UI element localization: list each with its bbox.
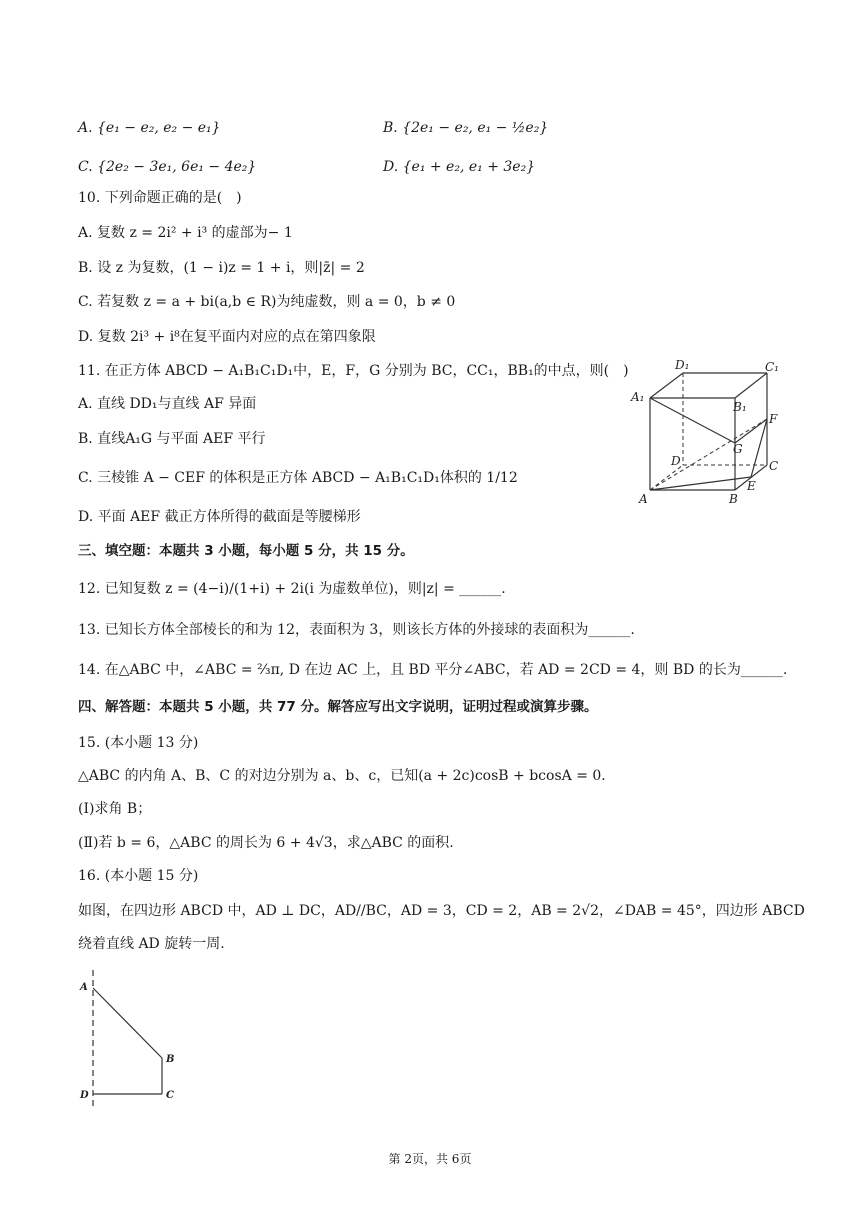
q11-option-b: B. 直线A₁G 与平面 AEF 平行 [78, 431, 266, 447]
cube-label-a: A [639, 492, 648, 506]
q11-option-a: A. 直线 DD₁与直线 AF 异面 [78, 396, 257, 412]
q12: 12. 已知复数 z = (4−i)/(1+i) + 2i(i 为虚数单位)，则|z| = ______. [78, 581, 506, 597]
q16-line-2: 绕着直线 AD 旋转一周. [78, 936, 225, 952]
q15-text: △ABC 的内角 A、B、C 的对边分别为 a、b、c，已知(a + 2c)cosB + bcosA = 0. [78, 768, 606, 784]
section-3-heading: 三、填空题：本题共 3 小题，每小题 5 分，共 15 分。 [78, 543, 414, 559]
cube-label-a1: A₁ [631, 390, 645, 404]
cube-label-d: D [671, 454, 681, 468]
q15-part-1: (Ⅰ)求角 B； [78, 801, 152, 817]
cube-label-c: C [769, 459, 779, 473]
q10-option-d: D. 复数 2i³ + i⁸在复平面内对应的点在第四象限 [78, 329, 376, 345]
cube-label-b1: B₁ [733, 400, 747, 414]
q11-option-d: D. 平面 AEF 截正方体所得的截面是等腰梯形 [78, 509, 361, 525]
cube-label-b: B [729, 492, 738, 506]
cube-label-e: E [747, 479, 756, 493]
quad-label-b: B [166, 1054, 175, 1065]
q14: 14. 在△ABC 中，∠ABC = ⅔π, D 在边 AC 上，且 BD 平分∠ABC，若 AD = 2CD = 4，则 BD 的长为______. [78, 662, 788, 678]
cube-label-f: F [769, 412, 778, 426]
q11-option-c: C. 三棱锥 A − CEF 的体积是正方体 ABCD − A₁B₁C₁D₁体积的 1/12 [78, 470, 518, 486]
cube-label-c1: C₁ [765, 360, 779, 374]
quadrilateral-figure [72, 970, 192, 1110]
q9-option-a: A. {e₁ − e₂, e₂ − e₁} [78, 120, 221, 136]
page-footer: 第 2页，共 6页 [388, 1152, 472, 1166]
q10-option-a: A. 复数 z = 2i² + i³ 的虚部为− 1 [78, 225, 293, 241]
section-4-heading: 四、解答题：本题共 5 小题，共 77 分。解答应写出文字说明，证明过程或演算步骤。 [78, 699, 598, 715]
q9-option-b: B. {2e₁ − e₂, e₁ − ½e₂} [383, 120, 549, 136]
cube-figure [625, 355, 795, 510]
q11-stem: 11. 在正方体 ABCD − A₁B₁C₁D₁中，E，F，G 分别为 BC，CC₁，BB₁的中点，则( ) [78, 363, 629, 379]
q13: 13. 已知长方体全部棱长的和为 12，表面积为 3，则该长方体的外接球的表面积为______. [78, 622, 635, 638]
q10-option-b: B. 设 z 为复数，(1 − i)z = 1 + i，则|z̄| = 2 [78, 260, 365, 276]
quad-label-c: C [166, 1090, 174, 1101]
q9-option-c: C. {2e₂ − 3e₁, 6e₁ − 4e₂} [78, 159, 257, 175]
q16-heading: 16. (本小题 15 分) [78, 868, 199, 884]
q15-part-2: (Ⅱ)若 b = 6，△ABC 的周长为 6 + 4√3，求△ABC 的面积. [78, 835, 454, 851]
cube-label-g: G [733, 442, 743, 456]
cube-label-d1: D₁ [675, 358, 690, 372]
q9-option-d: D. {e₁ + e₂, e₁ + 3e₂} [383, 159, 536, 175]
quad-label-a: A [80, 982, 88, 993]
q10-stem: 10. 下列命题正确的是( ) [78, 190, 242, 206]
quad-label-d: D [80, 1090, 89, 1101]
q10-option-c: C. 若复数 z = a + bi(a,b ∈ R)为纯虚数，则 a = 0，b ≠ 0 [78, 294, 456, 310]
q16-line-1: 如图，在四边形 ABCD 中，AD ⊥ DC，AD//BC，AD = 3，CD = 2，AB = 2√2，∠DAB = 45°，四边形 ABCD [78, 903, 805, 919]
q15-heading: 15. (本小题 13 分) [78, 735, 199, 751]
